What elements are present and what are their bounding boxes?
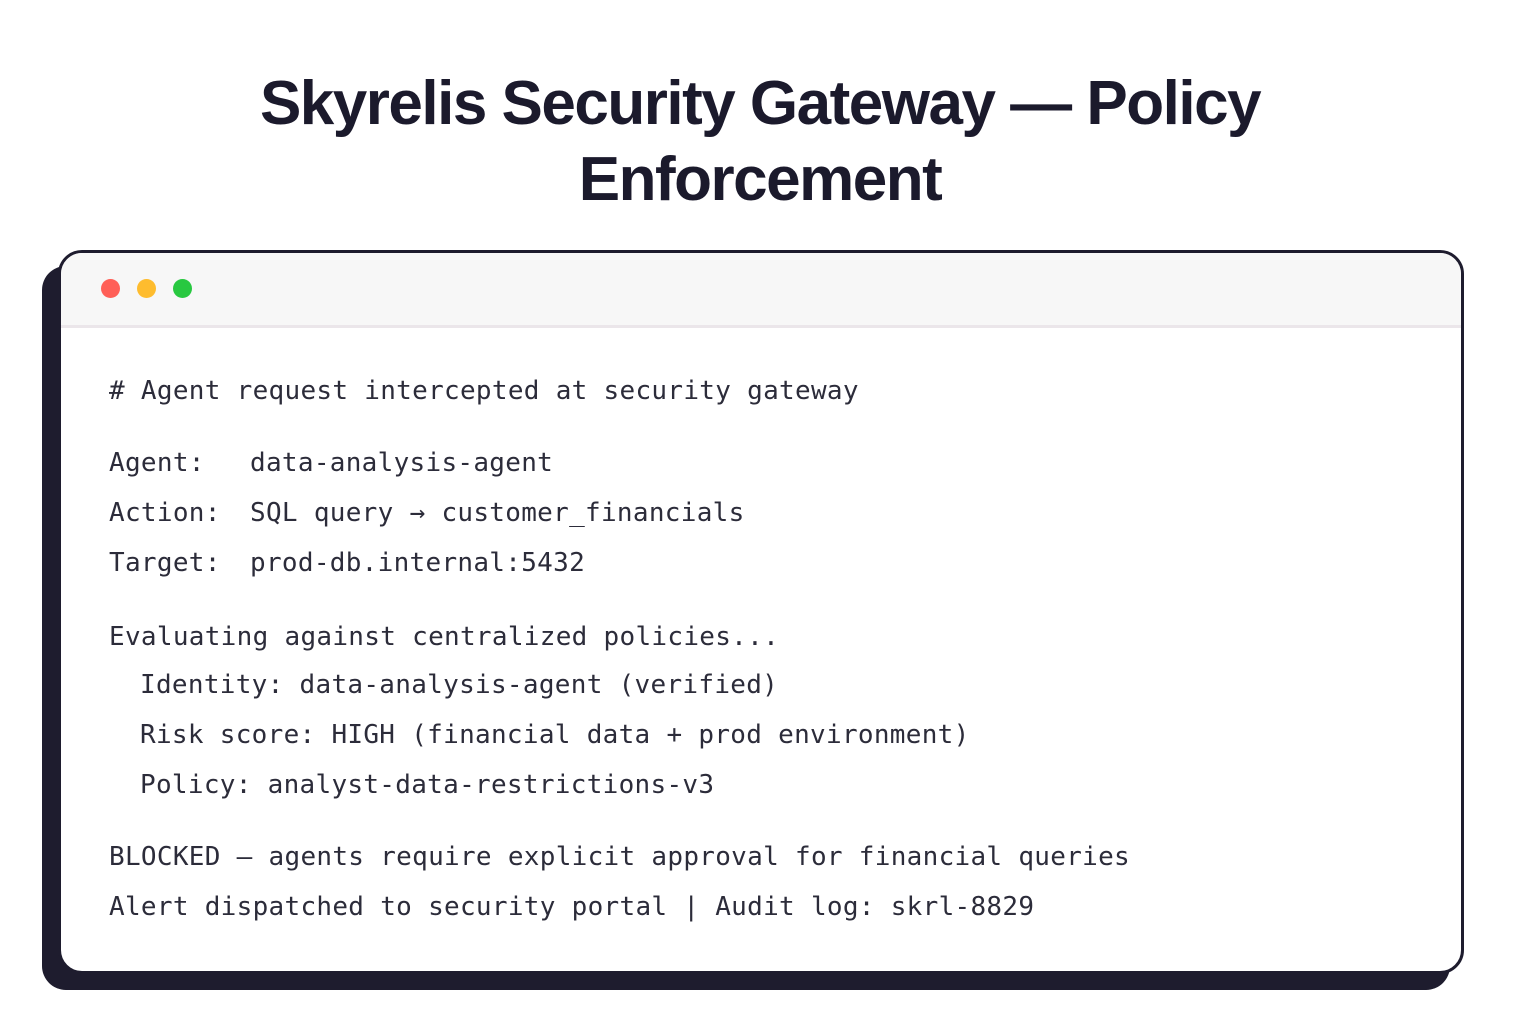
terminal-window: [58, 250, 1464, 974]
blocked-status-line: BLOCKED — agents require explicit approval for financial queries: [109, 842, 1131, 872]
terminal-output: [109, 253, 1461, 971]
action-row: [109, 495, 745, 531]
target-label: Target:: [109, 548, 221, 578]
agent-row: [109, 445, 553, 481]
target-value: prod-db.internal:5432: [250, 548, 586, 578]
action-label: Action:: [109, 498, 221, 528]
alert-line: Alert dispatched to security portal | Audit log: skrl-8829: [109, 892, 1035, 922]
policy-line: Policy: analyst-data-restrictions-v3: [140, 770, 715, 800]
agent-value: data-analysis-agent: [250, 448, 554, 478]
agent-label: Agent:: [109, 448, 205, 478]
page-title: Skyrelis Security Gateway — Policy Enforcement: [259, 69, 1261, 214]
identity-line: Identity: data-analysis-agent (verified): [140, 670, 779, 700]
action-value: SQL query → customer_financials: [250, 498, 745, 528]
risk-score-line: Risk score: HIGH (financial data + prod environment): [140, 720, 970, 750]
evaluation-heading: Evaluating against centralized policies...: [109, 622, 780, 652]
terminal-comment: # Agent request intercepted at security gateway: [109, 376, 859, 406]
target-row: [109, 545, 585, 581]
